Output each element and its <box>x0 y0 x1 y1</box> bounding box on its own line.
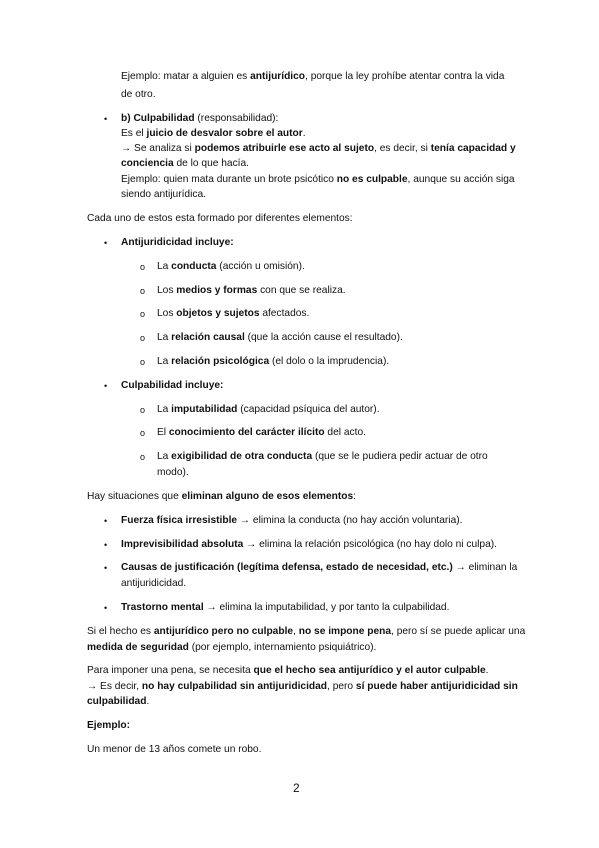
text-run: La <box>157 451 172 462</box>
bullet-marker: • <box>104 540 108 550</box>
bullet-marker: • <box>104 563 108 573</box>
text-line <box>87 719 130 733</box>
bold-text: podemos atribuirle ese acto al sujeto <box>194 143 375 154</box>
bold-text: antijurídico pero no culpable <box>153 626 294 637</box>
text-line <box>121 70 504 84</box>
sub-bullet-marker: o <box>140 357 146 367</box>
text-run: , aunque su acción siga <box>407 174 515 185</box>
text-run: La <box>157 404 172 415</box>
text-line <box>121 379 223 393</box>
bold-text: Trastorno mental <box>121 602 204 613</box>
bold-text: no es culpable <box>336 174 408 185</box>
text-line <box>121 112 278 126</box>
text-run: La <box>157 332 172 343</box>
text-run: , pero sí se puede aplicar una <box>391 626 526 637</box>
text-run: → elimina la imputabilidad, y por tanto la culpabilidad. <box>203 602 450 613</box>
text-line <box>87 212 353 226</box>
text-run: La <box>157 356 172 367</box>
bold-text: eliminan alguno de esos elementos <box>181 491 354 502</box>
text-run: del acto. <box>324 427 366 438</box>
sub-bullet-marker: o <box>140 452 146 462</box>
bold-text: sí puede haber antijuridicidad sin <box>355 681 518 692</box>
bold-text: antijurídico <box>250 71 306 82</box>
text-run: Ejemplo: quien mata durante un brote psicótico <box>121 174 337 185</box>
text-run: El <box>157 427 169 438</box>
text-line <box>121 538 497 552</box>
text-line <box>157 307 309 321</box>
bold-text: Imprevisibilidad absoluta <box>121 539 244 550</box>
text-run: modo). <box>157 467 189 478</box>
bullet-marker: • <box>104 238 108 248</box>
text-run: (el dolo o la imprudencia). <box>269 356 390 367</box>
text-run: (acción u omisión). <box>216 261 305 272</box>
text-run: , pero <box>327 681 356 692</box>
text-run: (que la acción cause el resultado). <box>244 332 403 343</box>
text-run: (que se le pudiera pedir actuar de otro <box>312 451 488 462</box>
text-line <box>87 641 376 655</box>
text-line <box>121 514 462 528</box>
sub-bullet-marker: o <box>140 405 146 415</box>
sub-bullet-marker: o <box>140 428 146 438</box>
text-run: , es decir, si <box>374 143 431 154</box>
bullet-marker: • <box>104 603 108 613</box>
text-run: . <box>302 128 306 139</box>
text-run: → elimina la relación psicológica (no hay dolo ni culpa). <box>243 539 497 550</box>
text-line <box>157 426 366 440</box>
bold-text: no hay culpabilidad sin antijuridicidad <box>141 681 328 692</box>
text-run: de otro. <box>121 89 156 100</box>
bold-text: Fuerza física irresistible <box>121 515 238 526</box>
text-run: Es el <box>121 128 147 139</box>
bold-text: Causas de justificación (legítima defensa, estado de necesidad, etc.) <box>121 562 453 573</box>
text-line <box>121 577 186 591</box>
text-line <box>157 355 389 369</box>
text-line <box>87 743 261 757</box>
text-run: Si el hecho es <box>87 626 154 637</box>
text-line <box>121 173 515 187</box>
bold-text: b) Culpabilidad <box>121 113 195 124</box>
text-run: : <box>353 491 356 502</box>
bold-text: Culpabilidad incluye: <box>121 380 224 391</box>
text-line <box>157 284 346 298</box>
text-run: → Se analiza si <box>121 143 195 154</box>
sub-bullet-marker: o <box>140 333 146 343</box>
text-run: Un menor de 13 años comete un robo. <box>87 744 262 755</box>
text-line <box>121 157 249 171</box>
bold-text: conducta <box>171 261 217 272</box>
text-line <box>121 236 234 250</box>
bold-text: objetos y sujetos <box>176 308 260 319</box>
bold-text: conocimiento del carácter ilícito <box>168 427 325 438</box>
text-run: → Es decir, <box>87 681 142 692</box>
text-line <box>121 142 516 156</box>
text-line <box>121 88 156 102</box>
bold-text: tenía capacidad y <box>430 143 516 154</box>
bold-text: relación causal <box>171 332 245 343</box>
text-run: Para imponer una pena, se necesita <box>87 665 254 676</box>
text-line <box>121 601 449 615</box>
text-run: Los <box>157 285 177 296</box>
text-run: de lo que hacía. <box>173 158 250 169</box>
text-run: (capacidad psíquica del autor). <box>237 404 380 415</box>
bold-text: medida de seguridad <box>87 642 189 653</box>
text-run: Hay situaciones que <box>87 491 182 502</box>
text-run: → elimina la conducta (no hay acción voluntaria). <box>237 515 463 526</box>
text-run: siendo antijurídica. <box>121 189 206 200</box>
text-run: Cada uno de estos esta formado por diferentes elementos: <box>87 213 353 224</box>
text-run: (responsabilidad): <box>194 113 279 124</box>
bullet-marker: • <box>104 381 108 391</box>
text-run: Ejemplo: matar a alguien es <box>121 71 251 82</box>
text-line <box>87 625 525 639</box>
text-line <box>157 466 189 480</box>
sub-bullet-marker: o <box>140 309 146 319</box>
bold-text: culpabilidad <box>87 696 147 707</box>
text-line <box>157 260 305 274</box>
text-run: → eliminan la <box>452 562 518 573</box>
text-line <box>121 561 517 575</box>
text-line <box>87 680 518 694</box>
text-run: . <box>485 665 489 676</box>
text-line <box>87 695 149 709</box>
text-run: , porque la ley prohíbe atentar contra la vida <box>305 71 505 82</box>
text-line <box>157 331 403 345</box>
text-run: con que se realiza. <box>257 285 346 296</box>
bold-text: exigibilidad de otra conducta <box>171 451 313 462</box>
text-run: La <box>157 261 172 272</box>
text-line <box>157 450 488 464</box>
text-line <box>87 490 356 504</box>
bold-text: Antijuridicidad incluye: <box>121 237 234 248</box>
text-line <box>87 664 488 678</box>
text-run: (por ejemplo, internamiento psiquiátrico). <box>188 642 377 653</box>
text-run: , <box>293 626 299 637</box>
page-number: 2 <box>293 781 300 795</box>
text-line <box>121 127 306 141</box>
bold-text: relación psicológica <box>171 356 270 367</box>
bold-text: medios y formas <box>176 285 258 296</box>
sub-bullet-marker: o <box>140 286 146 296</box>
bold-text: que el hecho sea antijurídico y el autor culpable <box>253 665 486 676</box>
text-line <box>157 403 380 417</box>
text-line <box>121 188 206 202</box>
text-run: Los <box>157 308 177 319</box>
bullet-marker: • <box>104 114 108 124</box>
text-run: afectados. <box>259 308 310 319</box>
sub-bullet-marker: o <box>140 262 146 272</box>
bold-text: imputabilidad <box>171 404 238 415</box>
bold-text: no se impone pena <box>298 626 392 637</box>
bullet-marker: • <box>104 516 108 526</box>
bold-text: Ejemplo: <box>87 720 131 731</box>
bold-text: conciencia <box>121 158 174 169</box>
text-run: . <box>146 696 150 707</box>
text-run: antijuridicidad. <box>121 578 187 589</box>
bold-text: juicio de desvalor sobre el autor <box>146 128 303 139</box>
